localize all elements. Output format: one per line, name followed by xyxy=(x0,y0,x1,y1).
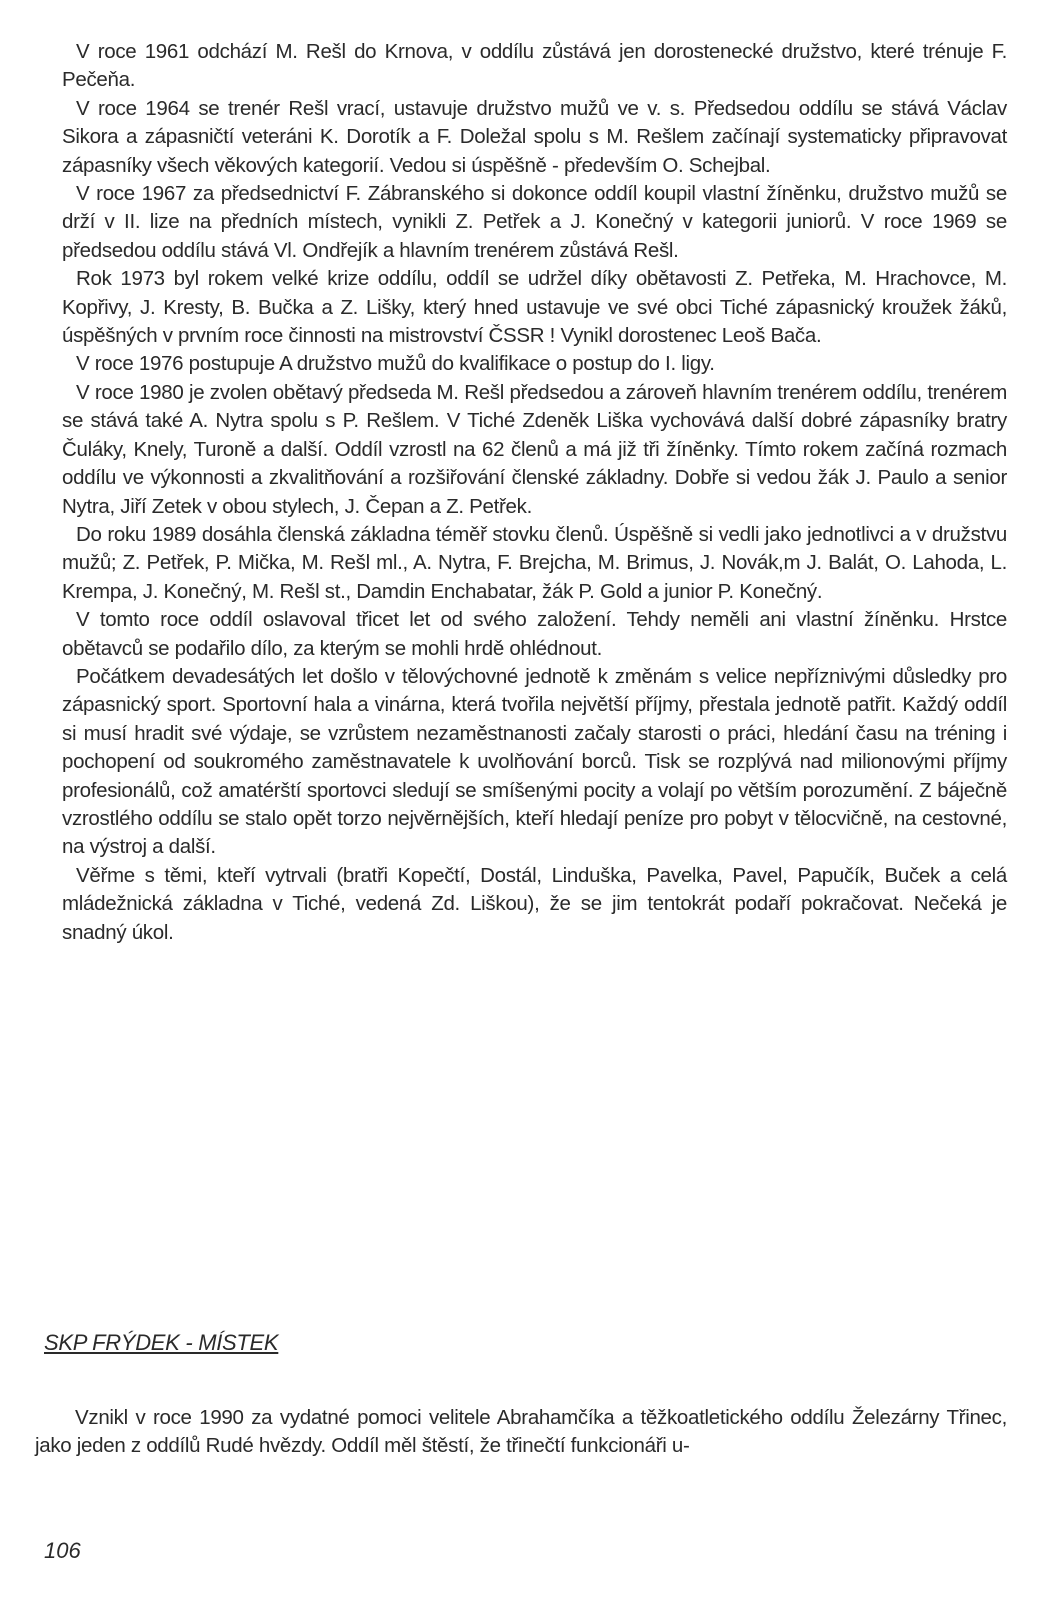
page-number: 106 xyxy=(44,1538,81,1563)
paragraph-1989: Do roku 1989 dosáhla členská základna téměř stovku členů. Úspěšně si vedli jako jednotlivci a v družstvu mužů; Z. Petřek, P. Mička, M. Rešl ml., A. Nytra, F. Brejcha, M. Brimus, J. Novák,m J. Balát, O. Lahoda, L. Krempa, J. Konečný, M. Rešl st., Damdin Enchabatar, žák P. Gold a junior P. Konečný. xyxy=(62,522,1007,603)
section-paragraph: Vznikl v roce 1990 za vydatné pomoci velitele Abrahamčíka a těžkoatletického oddílu Železárny Třinec, jako jeden z oddílů Rudé hvězdy. Oddíl měl štěstí, že třinečtí funkcionáři u- xyxy=(35,1406,1007,1458)
section-heading: SKP FRÝDEK - MÍSTEK xyxy=(44,1330,279,1355)
paragraph-1976: V roce 1976 postupuje A družstvo mužů do kvalifikace o postup do I. ligy. xyxy=(76,352,715,376)
section-body xyxy=(35,1404,1007,1461)
paragraph-closing: Věřme s těmi, kteří vytrvali (bratři Kopečtí, Dostál, Linduška, Pavelka, Pavel, Papučík, Buček a celá mládežnická základna v Tiché, vedená Zd. Liškou), že se jim tentokrát podaří pokračovat. Nečeká je snadný úkol. xyxy=(62,863,1007,944)
paragraph-1973: Rok 1973 byl rokem velké krize oddílu, oddíl se udržel díky obětavosti Z. Petřeka, M. Hrachovce, M. Kopřivy, J. Kresty, B. Bučka a Z. Lišky, který hned ustavuje ve své obci Tiché zápasnický kroužek žáků, úspěšných v prvním roce činnosti na mistrovství ČSSR ! Vynikl dorostenec Leoš Bača. xyxy=(62,267,1007,348)
paragraph-1967: V roce 1967 za předsednictví F. Zábranského si dokonce oddíl koupil vlastní žíněnku, družstvo mužů se drží v II. lize na předních místech, vynikli Z. Petřek a J. Konečný v kategorii juniorů. V roce 1969 se předsedou oddílu stává Vl. Ondřejík a hlavním trenérem zůstává Rešl. xyxy=(62,182,1007,262)
body-text xyxy=(62,38,1007,947)
paragraph-anniversary: V tomto roce oddíl oslavoval třicet let od svého založení. Tehdy neměli ani vlastní žíněnku. Hrstce obětavců se podařilo dílo, za kterým se mohli hrdě ohlédnout. xyxy=(62,608,1007,660)
paragraph-1980: V roce 1980 je zvolen obětavý předseda M. Rešl předsedou a zároveň hlavním trenérem oddílu, trenérem se stává také A. Nytra spolu s P. Rešlem. V Tiché Zdeněk Liška vychovává další dobré zápasníky bratry Čuláky, Knely, Turoně a další. Oddíl vzrostl na 62 členů a má již tři žíněnky. Tímto rokem začíná rozmach oddílu ve výkonnosti a zkvalitňování a rozšiřování členské základny. Dobře si vedou žák J. Paulo a senior Nytra, Jiří Zetek v obou stylech, J. Čepan a Z. Petřek. xyxy=(62,380,1007,518)
paragraph-nineties: Počátkem devadesátých let došlo v tělovýchovné jednotě k změnám s velice nepříznivými důsledky pro zápasnický sport. Sportovní hala a vinárna, která tvořila největší příjmy, přestala jednotě patřit. Každý oddíl si musí hradit své výdaje, se vzrůstem nezaměstnanosti začaly starosti o práci, hledání času na tréning i pochopení od soukromého zaměstnavatele k uvolňování borců. Tisk se rozplývá nad milionovými příjmy profesionálů, což amatérští sportovci sledují se smíšenými pocity a volají po větším porozumění. Z báječně vzrostlého oddílu se stalo opět torzo nejvěrnějších, kteří hledají peníze pro pobyt v tělocvičně, na cestovné, na výstroj a další. xyxy=(62,664,1007,859)
paragraph-1964: V roce 1964 se trenér Rešl vrací, ustavuje družstvo mužů ve v. s. Předsedou oddílu se stává Václav Sikora a zápasničtí veteráni K. Dorotík a F. Doležal spolu s M. Rešlem začínají systematicky připravovat zápasníky všech věkových kategorií. Vedou si úspěšně - především O. Schejbal. xyxy=(62,96,1007,177)
paragraph-1961: V roce 1961 odchází M. Rešl do Krnova, v oddílu zůstává jen dorostenecké družstvo, které trénuje F. Pečeňa. xyxy=(62,40,1007,92)
